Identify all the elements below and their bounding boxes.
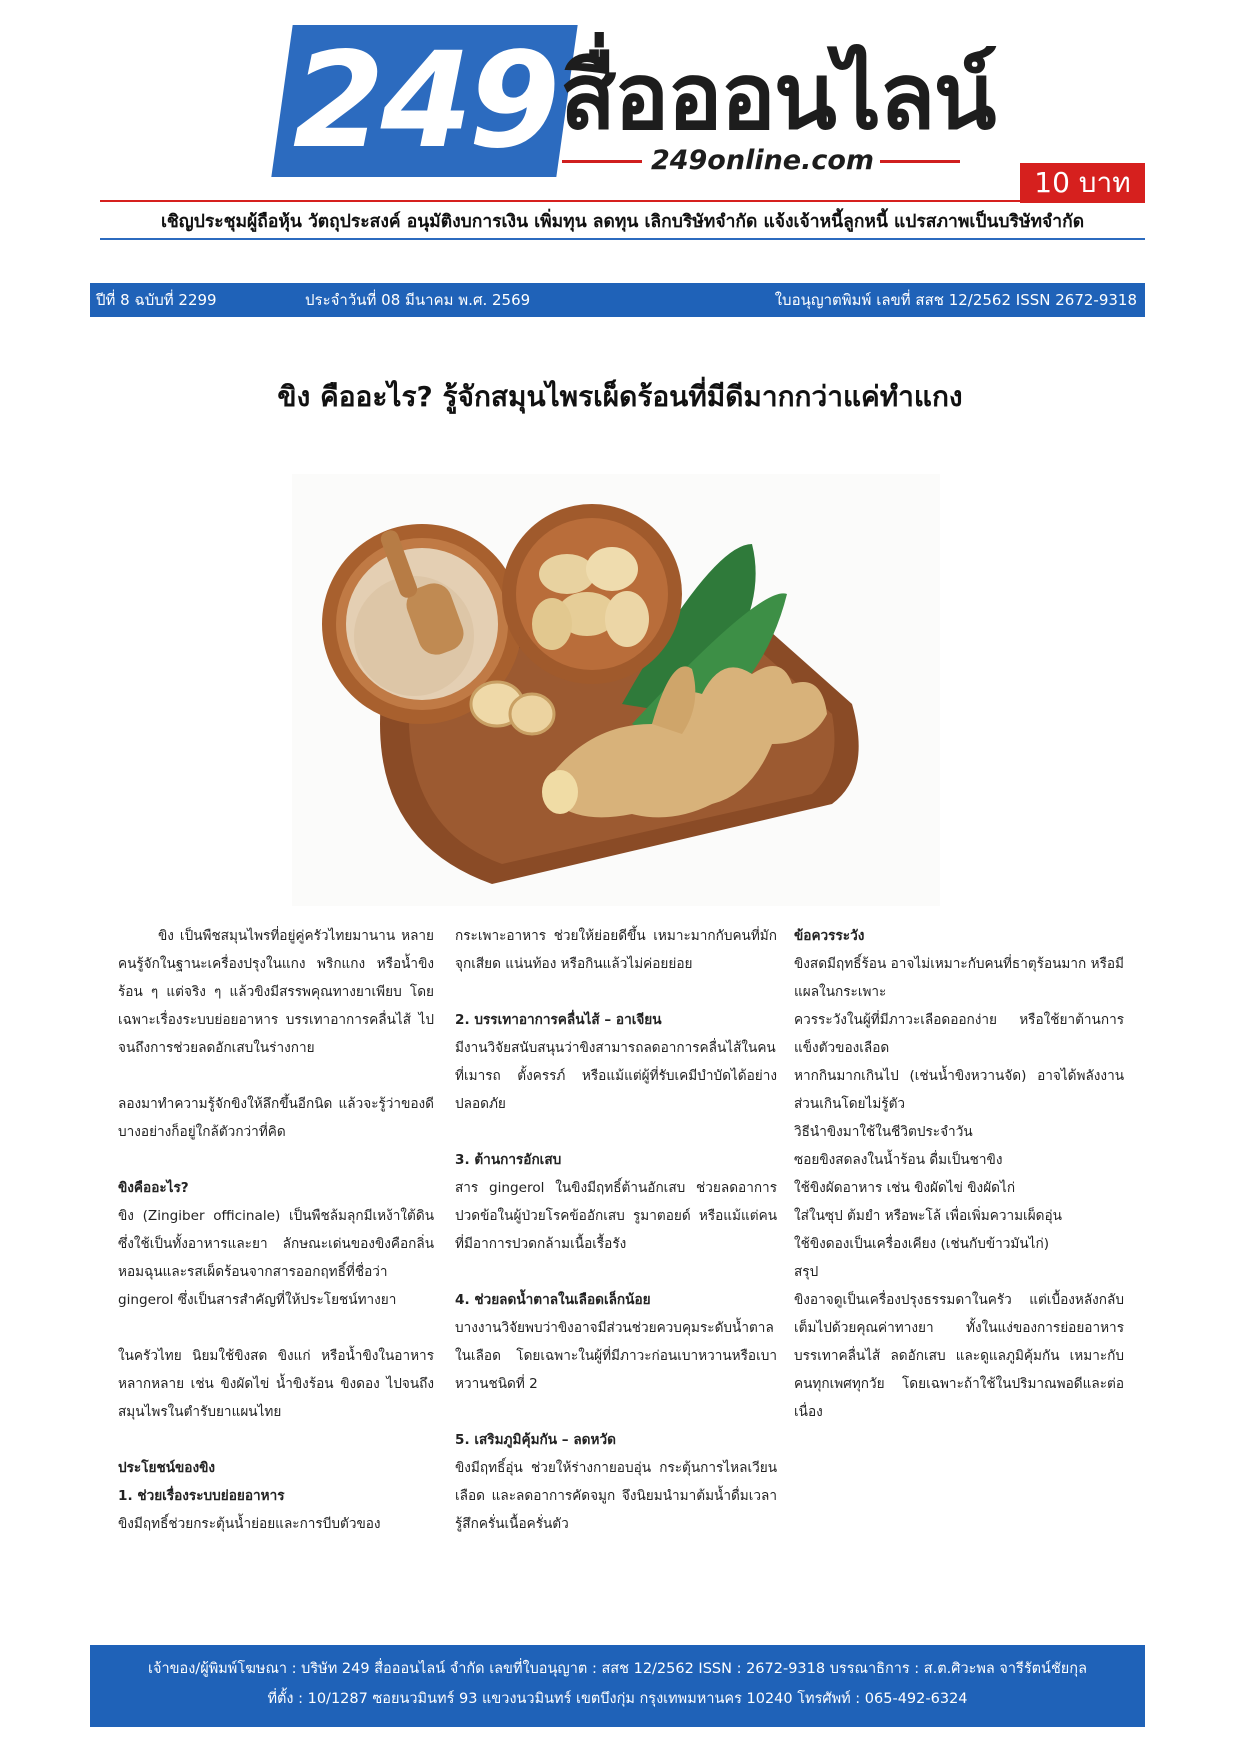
footer-publisher: เจ้าของ/ผู้พิมพ์โฆษณา : บริษัท 249 สื่อออนไลน์ จำกัด เลขที่ใบอนุญาต : สสช 12/2562 ISSN : 2672-9318 บรรณาธิการ : ส.ต.ศิวะพล จารีรัตน์ชัยกุล bbox=[148, 1661, 1087, 1677]
benefit-3-text: สาร gingerol ในขิงมีฤทธิ์ต้านอักเสบ ช่วยลดอาการปวดข้อในผู้ป่วยโรคข้ออักเสบ รูมาตอยด์ หรือแม้แต่คนที่มีอาการปวดกล้ามเนื้อเรื้อรัง bbox=[455, 1180, 777, 1252]
article-headline: ขิง คืออะไร? รู้จักสมุนไพรเผ็ดร้อนที่มีดีมากกว่าแค่ทำแกง bbox=[277, 380, 963, 413]
article-column-2 bbox=[455, 922, 777, 1538]
benefit-4-heading: 4. ช่วยลดน้ำตาลในเลือดเล็กน้อย bbox=[455, 1292, 651, 1308]
article-column-3 bbox=[794, 922, 1124, 1426]
footer-address: ที่ตั้ง : 10/1287 ซอยนวมินทร์ 93 แขวงนวมินทร์ เขตบึงกุ่ม กรุงเทพมหานคร 10240 โทรศัพท์ : 065-492-6324 bbox=[267, 1691, 968, 1707]
usage-heading: วิธีนำขิงมาใช้ในชีวิตประจำวัน bbox=[794, 1124, 973, 1140]
benefit-5-heading: 5. เสริมภูมิคุ้มกัน – ลดหวัด bbox=[455, 1432, 616, 1448]
benefits-heading: ประโยชน์ของขิง bbox=[118, 1460, 216, 1476]
services-tagline: เชิญประชุมผู้ถือหุ้น วัตถุประสงค์ อนุมัติงบการเงิน เพิ่มทุน ลดทุน เลิกบริษัทจำกัด แจ้งเจ้าหนี้ลูกหนี้ แปรสภาพเป็นบริษัทจำกัด bbox=[160, 212, 1085, 232]
usage-item: ซอยขิงสดลงในน้ำร้อน ดื่มเป็นชาขิง bbox=[794, 1152, 1003, 1168]
price-badge: 10 บาท bbox=[1020, 163, 1145, 203]
benefit-2-heading: 2. บรรเทาอาการคลื่นไส้ – อาเจียน bbox=[455, 1012, 662, 1028]
usage-item: ใส่ในซุป ต้มยำ หรือพะโล้ เพื่อเพิ่มความเผ็ดอุ่น bbox=[794, 1208, 1062, 1224]
caution-item: หากกินมากเกินไป (เช่นน้ำขิงหวานจัด) อาจได้พลังงานส่วนเกินโดยไม่รู้ตัว bbox=[794, 1068, 1124, 1112]
benefit-1-text: ขิงมีฤทธิ์ช่วยกระตุ้นน้ำย่อยและการบีบตัวของ bbox=[118, 1516, 381, 1532]
intro-paragraph-2: ลองมาทำความรู้จักขิงให้ลึกขึ้นอีกนิด แล้วจะรู้ว่าของดีบางอย่างก็อยู่ใกล้ตัวกว่าที่คิด bbox=[118, 1096, 434, 1140]
ginger-photo-illustration bbox=[292, 474, 940, 906]
article-column-1 bbox=[118, 922, 434, 1538]
usage-item: ใช้ขิงผัดอาหาร เช่น ขิงผัดไข่ ขิงผัดไก่ bbox=[794, 1180, 1016, 1196]
what-paragraph: ขิง (Zingiber officinale) เป็นพืชล้มลุกมีเหง้าใต้ดิน ซึ่งใช้เป็นทั้งอาหารและยา ลักษณะเด่นของขิงคือกลิ่นหอมฉุนและรสเผ็ดร้อนจากสารออกฤทธิ์ที่ชื่อว่า gingerol ซึ่งเป็นสารสำคัญที่ให้ประโยชน์ทางยา bbox=[118, 1208, 434, 1308]
benefit-1-continued: กระเพาะอาหาร ช่วยให้ย่อยดีขึ้น เหมาะมากกับคนที่มักจุกเสียด แน่นท้อง หรือกินแล้วไม่ค่อยย่อย bbox=[455, 928, 777, 972]
benefit-2-text: มีงานวิจัยสนับสนุนว่าขิงสามารถลดอาการคลื่นไส้ในคนที่เมารถ ตั้งครรภ์ หรือแม้แต่ผู้ที่รับเคมีบำบัดได้อย่างปลอดภัย bbox=[455, 1040, 777, 1112]
caution-item: ควรระวังในผู้ที่มีภาวะเลือดออกง่าย หรือใช้ยาต้านการแข็งตัวของเลือด bbox=[794, 1012, 1124, 1056]
footer-bar bbox=[90, 1645, 1145, 1727]
intro-paragraph: ขิง เป็นพืชสมุนไพรที่อยู่คู่ครัวไทยมานาน หลายคนรู้จักในฐานะเครื่องปรุงในแกง พริกแกง หรือน้ำขิงร้อน ๆ แต่จริง ๆ แล้วขิงมีสรรพคุณทางยาเพียบ โดยเฉพาะเรื่องระบบย่อยอาหาร บรรเทาอาการคลื่นไส้ ไปจนถึงการช่วยลดอักเสบในร่างกาย bbox=[118, 928, 434, 1056]
domain-text: 249online.com bbox=[650, 145, 875, 176]
caution-heading: ข้อควรระวัง bbox=[794, 928, 865, 944]
benefit-4-text: บางงานวิจัยพบว่าขิงอาจมีส่วนช่วยควบคุมระดับน้ำตาลในเลือด โดยเฉพาะในผู้ที่มีภาวะก่อนเบาหวานหรือเบาหวานชนิดที่ 2 bbox=[455, 1320, 777, 1392]
logo-name: สื่อออนไลน์ bbox=[560, 43, 995, 150]
ginger-photo bbox=[292, 474, 940, 906]
header-blue-rule bbox=[100, 238, 1145, 240]
header-red-rule bbox=[100, 200, 1020, 202]
caution-item: ขิงสดมีฤทธิ์ร้อน อาจไม่เหมาะกับคนที่ธาตุร้อนมาก หรือมีแผลในกระเพาะ bbox=[794, 956, 1124, 1000]
summary-paragraph: ขิงอาจดูเป็นเครื่องปรุงธรรมดาในครัว แต่เบื้องหลังกลับเต็มไปด้วยคุณค่าทางยา ทั้งในแง่ของการย่อยอาหาร บรรเทาคลื่นไส้ ลดอักเสบ และดูแลภูมิคุ้มกัน เหมาะกับคนทุกเพศทุกวัย โดยเฉพาะถ้าใช้ในปริมาณพอดีและต่อเนื่อง bbox=[794, 1292, 1124, 1420]
issue-number: ปีที่ 8 ฉบับที่ 2299 bbox=[96, 291, 217, 309]
thai-kitchen-paragraph: ในครัวไทย นิยมใช้ขิงสด ขิงแก่ หรือน้ำขิงในอาหารหลากหลาย เช่น ขิงผัดไข่ น้ำขิงร้อน ขิงดอง ไปจนถึงสมุนไพรในตำรับยาแผนไทย bbox=[118, 1348, 434, 1420]
logo-number: 249 bbox=[271, 25, 577, 177]
benefit-3-heading: 3. ต้านการอักเสบ bbox=[455, 1152, 562, 1168]
benefit-5-text: ขิงมีฤทธิ์อุ่น ช่วยให้ร่างกายอบอุ่น กระตุ้นการไหลเวียนเลือด และลดอาการคัดจมูก จึงนิยมนำมาต้มน้ำดื่มเวลารู้สึกครั่นเนื้อครั่นตัว bbox=[455, 1460, 777, 1532]
domain-rule-left bbox=[562, 160, 642, 163]
what-heading: ขิงคืออะไร? bbox=[118, 1180, 189, 1196]
summary-heading: สรุป bbox=[794, 1264, 819, 1280]
license-number: ใบอนุญาตพิมพ์ เลขที่ สสช 12/2562 ISSN 2672-9318 bbox=[774, 291, 1137, 309]
usage-item: ใช้ขิงดองเป็นเครื่องเคียง (เช่นกับข้าวมันไก่) bbox=[794, 1236, 1050, 1252]
issue-bar bbox=[90, 283, 1145, 317]
benefit-1-heading: 1. ช่วยเรื่องระบบย่อยอาหาร bbox=[118, 1488, 285, 1504]
domain-rule-right bbox=[880, 160, 960, 163]
issue-date: ประจำวันที่ 08 มีนาคม พ.ศ. 2569 bbox=[305, 291, 531, 309]
